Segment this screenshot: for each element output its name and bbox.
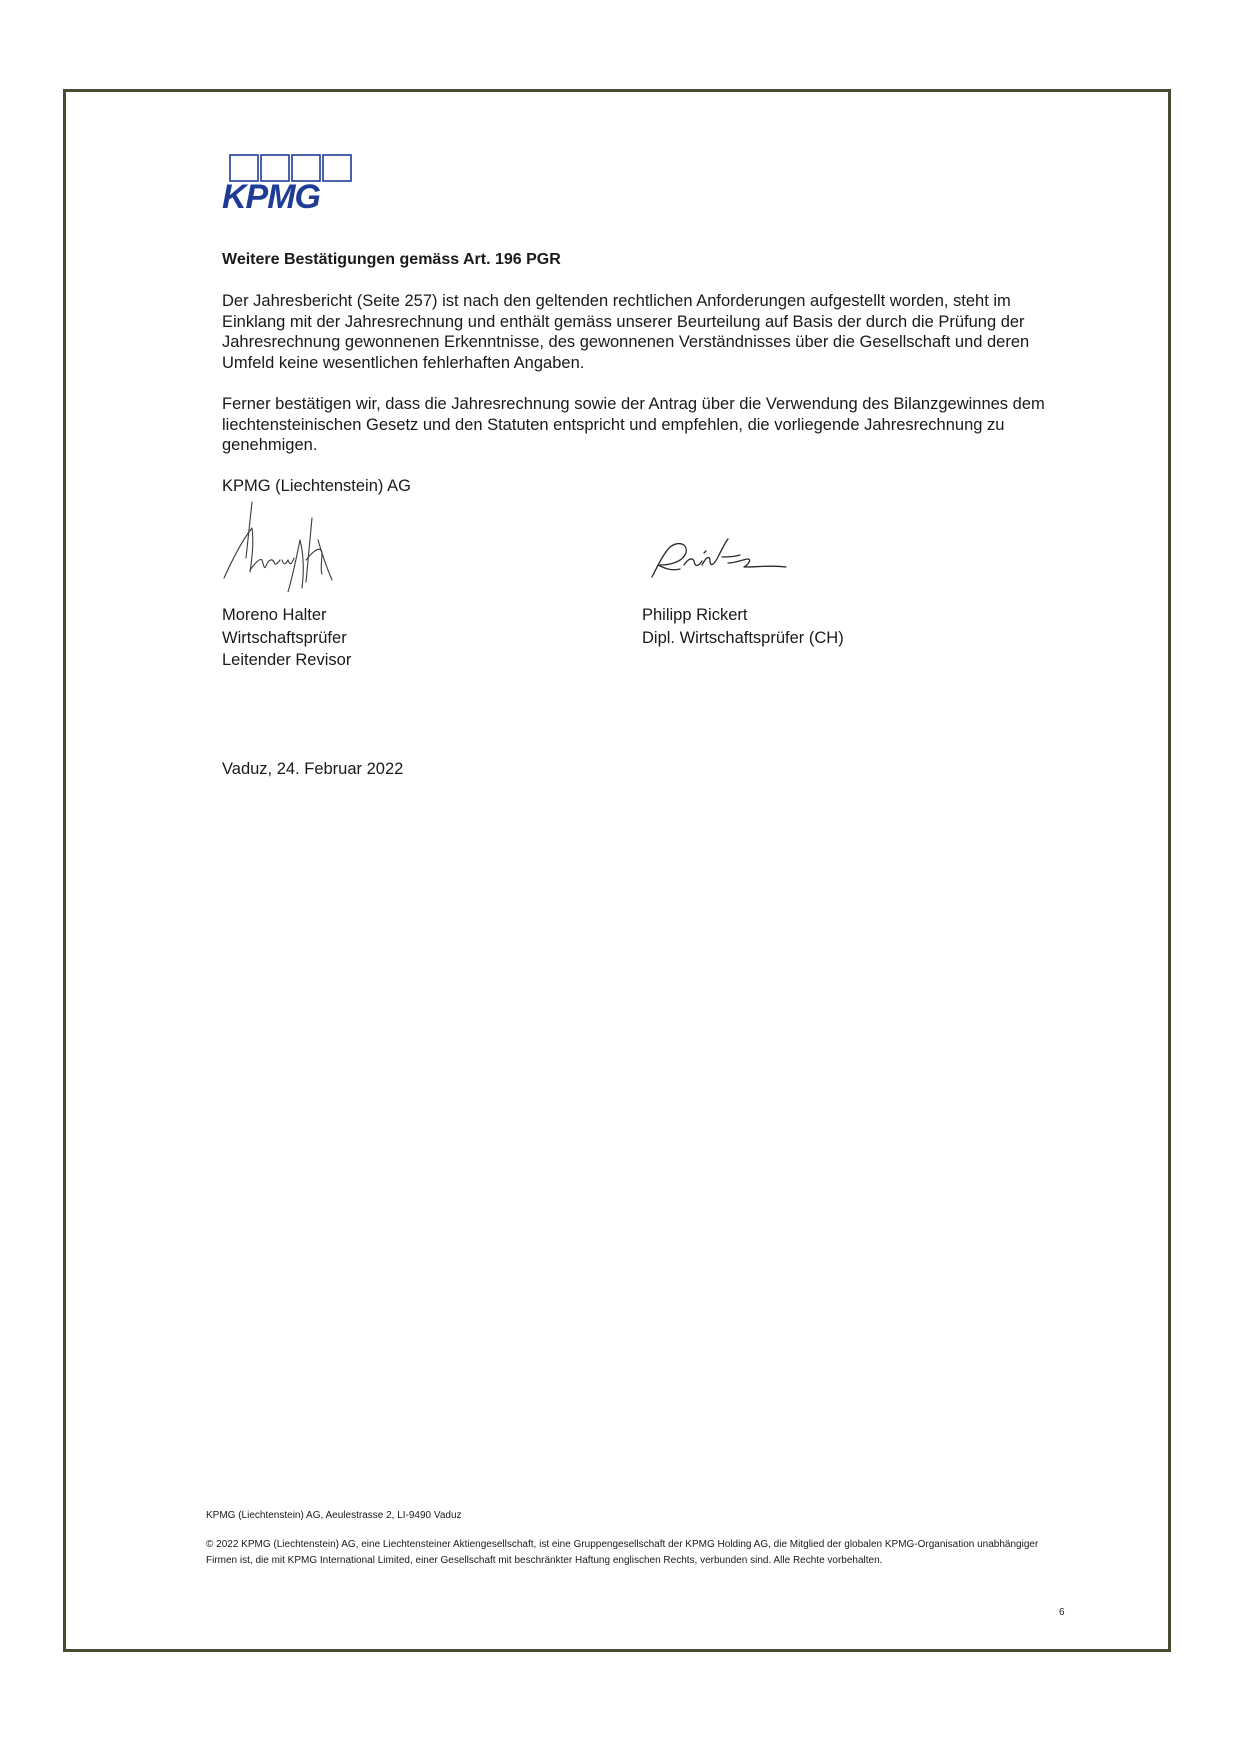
- company-name: KPMG (Liechtenstein) AG: [222, 477, 411, 495]
- paragraph-confirmation: Ferner bestätigen wir, dass die Jahresrechnung sowie der Antrag über die Verwendung des Bilanzgewinnes dem liechtensteinischen Gesetz und den Statuten entspricht und empfehlen, die vorliegende Jahresrechnung zu genehmigen.: [222, 395, 1045, 454]
- signer-right: [642, 604, 844, 649]
- signer-title: Wirtschaftsprüfer: [222, 628, 347, 647]
- svg-text:KPMG: KPMG: [222, 178, 320, 212]
- place-date: Vaduz, 24. Februar 2022: [222, 760, 404, 778]
- signature-moreno-halter: [222, 500, 362, 592]
- signer-title: Dipl. Wirtschaftsprüfer (CH): [642, 628, 844, 647]
- signer-left: [222, 604, 351, 672]
- signer-role: Leitender Revisor: [222, 651, 352, 669]
- page-number: 6: [1059, 1607, 1065, 1618]
- signature-philipp-rickert: [648, 535, 790, 581]
- kpmg-logo: [222, 154, 356, 212]
- section-heading: Weitere Bestätigungen gemäss Art. 196 PGR: [222, 251, 561, 268]
- signer-name: Moreno Halter: [222, 606, 327, 624]
- footer-copyright: © 2022 KPMG (Liechtenstein) AG, eine Liechtensteiner Aktiengesellschaft, ist eine Gruppengesellschaft der KPMG Holding AG, die Mitglied der globalen KPMG-Organisation unabhängiger Firmen ist, die mit KPMG International Limited, einer Gesellschaft mit beschränkter Haftung englischen Rechts, verbunden sind. Alle Rechte vorbehalten.: [206, 1539, 1039, 1566]
- signer-name: Philipp Rickert: [642, 606, 748, 624]
- paragraph-annual-report: Der Jahresbericht (Seite 257) ist nach den geltenden rechtlichen Anforderungen aufgestellt worden, steht im Einklang mit der Jahresrechnung und enthält gemäss unserer Beurteilung auf Basis der durch die Prüfung der Jahresrechnung gewonnenen Erkenntnisse, des gewonnenen Verständnisses über die Gesellschaft und deren Umfeld keine wesentlichen fehlerhaften Angaben.: [222, 292, 1030, 372]
- footer-address: KPMG (Liechtenstein) AG, Aeulestrasse 2, LI-9490 Vaduz: [206, 1510, 462, 1521]
